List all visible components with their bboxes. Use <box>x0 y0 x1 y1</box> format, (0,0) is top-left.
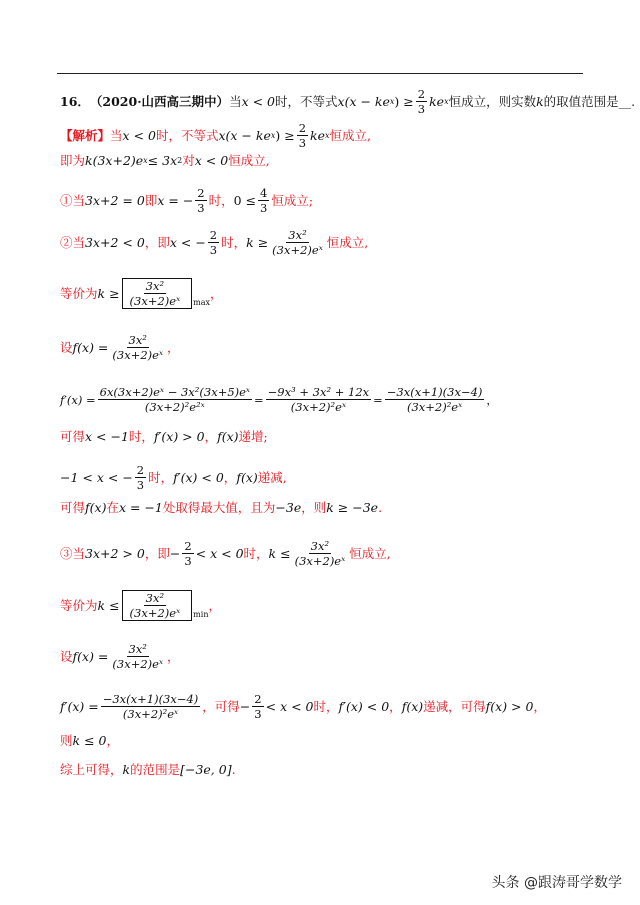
s-math: − <box>169 545 181 561</box>
s-math: f(x) <box>217 429 239 444</box>
s-frac-num: 2 <box>136 463 145 477</box>
s-frac-den: (3x+2)²eˣ <box>406 400 463 414</box>
s-fraction <box>266 385 371 414</box>
s-math: k <box>122 762 131 777</box>
k-le-zero-line: 则 k ≤ 0 ， <box>60 733 119 748</box>
s-fraction <box>195 186 206 215</box>
s-frac-den: (3x+2)²e²ˣ <box>144 400 205 414</box>
s-text: 恒成立, <box>228 153 270 168</box>
case-3-line <box>60 539 391 568</box>
q-text: 时，不等式 <box>275 93 338 109</box>
case-2-line <box>60 228 368 257</box>
increasing-line: 可得 x < −1 时， f′(x) > 0 ， f(x) 递增; <box>60 429 268 444</box>
s-frac-den: (3x+2)eˣ <box>129 606 181 620</box>
s-frac-num: 3x² <box>288 228 307 242</box>
s-math: = <box>254 392 264 407</box>
s-text: ，可得 <box>202 698 240 714</box>
s-text: 恒成立, <box>326 234 369 250</box>
question-number: 16． <box>60 93 90 109</box>
s-fraction <box>110 642 165 671</box>
solution-line-1 <box>60 121 371 150</box>
s-text: 则 <box>60 733 73 748</box>
s-frac-den: 3 <box>197 201 205 215</box>
define-f-line: 设 f(x) = $\frac{\text{3x²}}{\text{(3x+2)eˣ}}$ ， <box>60 333 180 362</box>
s-math: f′(x) < 0 <box>173 469 224 485</box>
s-math: x < −1 <box>85 429 129 444</box>
s-frac-den: (3x+2)²eˣ <box>290 400 347 414</box>
s-frac-num: 4 <box>260 186 268 200</box>
s-math: 3x+2 > 0 <box>85 545 145 561</box>
s-fraction <box>128 279 183 308</box>
s-math: 3x+2 < 0 <box>85 234 145 250</box>
s-frac-num: −3x(x+1)(3x−4) <box>102 692 199 706</box>
q-math: x < 0 <box>241 93 276 109</box>
s-math: x(x − ke <box>218 127 271 143</box>
s-frac-num: 3x² <box>145 591 165 605</box>
s-math: f(x) <box>85 500 107 515</box>
s-math: < x < 0 <box>265 698 314 714</box>
s-fraction <box>270 228 325 257</box>
s-text: 综上可得， <box>60 762 123 777</box>
equiv-max-line: 等价为 k ≥ $\frac{\text{3x²}}{\text{(3x+2)eˣ}}$ max ， <box>60 278 223 309</box>
s-math: f′(x) = <box>60 698 99 714</box>
s-math: ) ≥ <box>275 127 295 143</box>
s-math: x < − <box>169 234 206 250</box>
s-math: ke <box>310 127 326 143</box>
s-frac-den: 3 <box>254 707 262 721</box>
s-text: ，则 <box>301 500 327 515</box>
s-frac-num: 3x² <box>128 642 147 656</box>
s-text: 的范围是 <box>130 762 181 777</box>
s-text: 即为 <box>60 153 86 168</box>
s-text: 恒成立; <box>271 192 314 208</box>
s-fraction <box>182 539 193 568</box>
s-fraction <box>101 692 201 721</box>
s-fraction <box>128 591 183 620</box>
s-fraction <box>208 228 219 257</box>
s-frac-den: (3x+2)²eˣ <box>122 707 179 721</box>
s-text: ，即 <box>144 545 170 561</box>
q-math: x <box>444 96 449 106</box>
question-line <box>60 87 635 116</box>
s-text: 在 <box>106 500 119 515</box>
s-math: k ≤ <box>97 597 120 613</box>
s-math: −1 < x < − <box>60 469 133 485</box>
q-frac-den: 3 <box>417 102 426 116</box>
s-math: x <box>143 156 148 165</box>
s-math: f(x) > 0 <box>485 698 534 714</box>
s-math: ≤ 3x <box>147 153 178 168</box>
q-text: 当 <box>229 93 242 109</box>
s-math: f′(x) < 0 <box>338 698 390 714</box>
equiv-min-line: 等价为 k ≤ $\frac{\text{3x²}}{\text{(3x+2)eˣ}}$ min ， <box>60 590 221 621</box>
s-frac-den: 3 <box>136 478 145 492</box>
bracket-max <box>120 278 211 309</box>
answer-range: [−3e, 0] <box>180 762 232 777</box>
s-frac-den: (3x+2)eˣ <box>129 294 181 308</box>
s-math: 2 <box>177 156 183 165</box>
solution-line-2 <box>60 153 270 169</box>
s-math: k ≥ <box>97 285 120 301</box>
q-frac-num: 2 <box>417 87 426 101</box>
s-math: x < 0 <box>122 127 156 143</box>
q-text: 恒成立，则实数 <box>448 93 537 109</box>
s-fraction <box>293 539 348 568</box>
question-source: （2020·山西高三期中） <box>89 93 230 109</box>
s-text: 时， <box>208 192 234 208</box>
s-math: f(x) = <box>72 339 109 355</box>
s-text: 递减，可得 <box>423 698 486 714</box>
q-math: ke <box>429 93 445 109</box>
s-math: f(x) <box>401 698 424 714</box>
s-math: k(3x+2)e <box>85 153 144 168</box>
s-math: < x < 0 <box>195 545 244 561</box>
s-text: 时， <box>221 234 247 250</box>
s-text: 可得 <box>60 500 86 515</box>
s-frac-den: 3 <box>298 136 307 150</box>
s-text: 时， <box>243 545 269 561</box>
s-text: 递增; <box>238 429 268 444</box>
s-fraction <box>98 385 252 414</box>
q-math: ) ≥ <box>394 93 414 109</box>
s-math: k ≤ <box>268 545 291 561</box>
q-math: x <box>389 96 395 106</box>
s-text: 可得 <box>60 429 86 444</box>
s-fraction <box>252 692 263 721</box>
s-frac-den: (3x+2)eˣ <box>112 348 164 362</box>
bracket-min <box>120 590 209 621</box>
s-math: f(x) <box>236 469 258 485</box>
s-text: 恒成立, <box>349 545 391 561</box>
s-frac-num: 2 <box>184 539 192 553</box>
s-text: 时， <box>313 698 339 714</box>
s-math: f′(x) = <box>60 392 96 407</box>
s-frac-num: 2 <box>209 228 218 242</box>
s-math: x = −1 <box>118 500 163 515</box>
s-text: 等价为 <box>60 597 98 613</box>
s-text: 设 <box>60 339 73 355</box>
s-text: 恒成立, <box>329 127 372 143</box>
q-math: k <box>536 93 544 109</box>
s-frac-num: 3x² <box>128 333 147 347</box>
decreasing-line: −1 < x < − $\frac{2}{3}$ 时， f′(x) < 0 ， f(x) 递减, <box>60 463 287 492</box>
s-text: 时， <box>148 469 174 485</box>
derivative-line: f′(x) = $\frac{\text{6x(3x+2)eˣ − 3x²(3x+5)eˣ}}{\text{(3x+2)²e²ˣ}}$ = $\frac{\text{−9x³ + 3x² + 12x}}{\text{(3x+2)²eˣ}}$ = $\frac{-3x(x+1)(3x-4)}{\text{(3x+2)²eˣ}}$ ， <box>60 385 498 414</box>
s-frac-num: 3x² <box>310 539 330 553</box>
final-line: 综上可得， k 的范围是 [−3e, 0] . <box>60 762 236 777</box>
s-text: 当 <box>110 127 123 143</box>
s-math: = <box>373 392 383 407</box>
s-frac-den: (3x+2)eˣ <box>294 554 346 568</box>
s-math: f(x) = <box>72 648 109 664</box>
s-text: ③当 <box>60 545 86 561</box>
s-fraction <box>385 385 485 414</box>
max-value-line: 可得 f(x) 在 x = −1 处取得最大值，且为 −3e ，则 k ≥ −3e . <box>60 500 383 515</box>
s-math: f′(x) > 0 <box>153 429 205 444</box>
s-math: − <box>239 698 251 714</box>
s-math: x < 0 <box>194 153 229 168</box>
s-frac-den: 3 <box>260 201 268 215</box>
s-frac-num: 2 <box>254 692 262 706</box>
q-text: 的取值范围是__. <box>543 93 636 109</box>
s-frac-den: (3x+2)eˣ <box>272 243 323 257</box>
s-frac-num: 6x(3x+2)eˣ − 3x²(3x+5)eˣ <box>99 385 251 399</box>
s-math: x = − <box>157 192 194 208</box>
s-fraction <box>258 186 269 215</box>
s-frac-num: −3x(x+1)(3x−4) <box>386 385 483 399</box>
q-math: x(x − ke <box>337 93 390 109</box>
top-rule <box>57 73 583 74</box>
s-math: −3e <box>275 500 302 515</box>
s-text: 等价为 <box>60 285 98 301</box>
case-1-line <box>60 186 313 215</box>
max-subscript: max <box>193 298 211 307</box>
s-text: ①当 <box>60 192 86 208</box>
s-text: 时， <box>128 429 154 444</box>
s-text: 时，不等式 <box>155 127 219 143</box>
s-frac-num: 3x² <box>145 279 165 293</box>
s-text: 对 <box>182 153 195 168</box>
s-fraction <box>135 463 146 492</box>
s-frac-den: (3x+2)eˣ <box>112 657 164 671</box>
s-frac-num: −9x³ + 3x² + 12x <box>267 385 370 399</box>
s-frac-den: 3 <box>184 554 192 568</box>
analysis-tag: 【解析】 <box>60 127 111 143</box>
s-text: 递减, <box>257 469 287 485</box>
s-text: ②当 <box>60 234 86 250</box>
s-math: k ≤ 0 <box>72 733 107 748</box>
s-frac-num: 2 <box>298 121 307 135</box>
watermark-footer: 头条 @跟涛哥学数学 <box>491 875 622 891</box>
s-math: x <box>270 130 276 140</box>
s-fraction <box>110 333 165 362</box>
q-fraction <box>416 87 427 116</box>
s-text: ，即 <box>144 234 170 250</box>
s-math: k ≥ <box>246 234 269 250</box>
s-math: k ≥ −3e <box>326 500 379 515</box>
s-math: 3x+2 = 0 <box>85 192 145 208</box>
s-math: 0 ≤ <box>233 192 257 208</box>
s-math: x <box>325 130 330 140</box>
derivative-line-2: f′(x) = $\frac{-3x(x+1)(3x-4)}{\text{(3x+2)²eˣ}}$ ，可得 − $\frac{2}{3}$ < x < 0 时， f′(x) < 0 ， f(x) 递减，可得 f(x) > 0 ， <box>60 692 546 721</box>
s-text: 即 <box>144 192 158 208</box>
s-text: 设 <box>60 648 73 664</box>
s-fraction <box>297 121 308 150</box>
s-text: 处取得最大值，且为 <box>162 500 276 515</box>
min-subscript: min <box>193 610 209 619</box>
s-frac-den: 3 <box>209 243 218 257</box>
s-frac-num: 2 <box>197 186 205 200</box>
define-f-line-2: 设 f(x) = $\frac{\text{3x²}}{\text{(3x+2)eˣ}}$ ， <box>60 642 180 671</box>
